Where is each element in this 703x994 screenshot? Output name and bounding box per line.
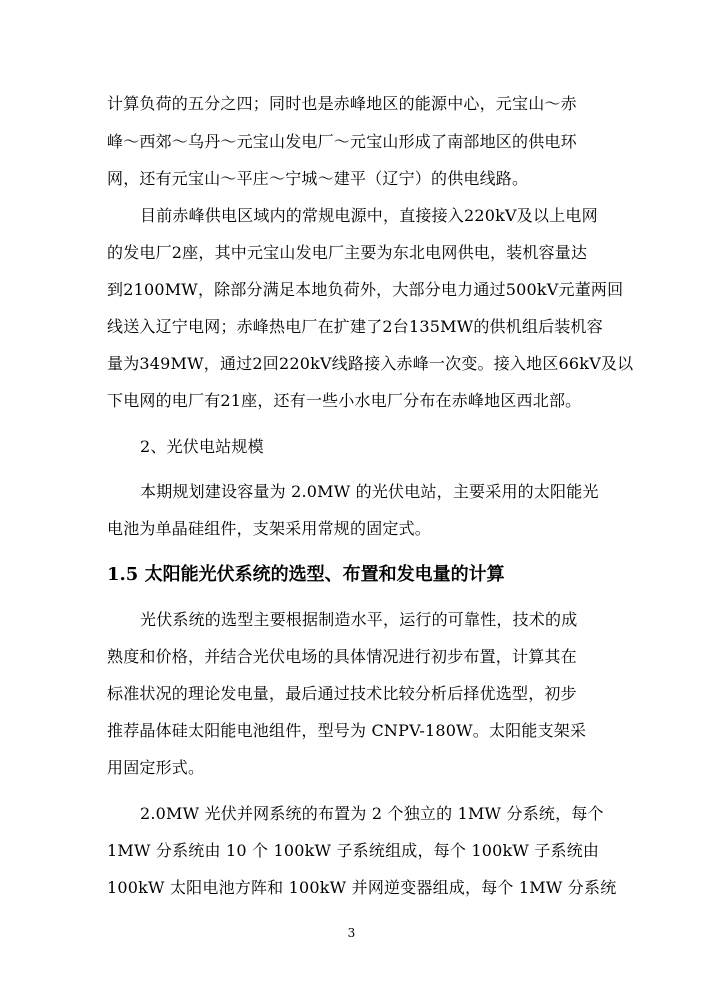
paragraph-2-line-1: 目前赤峰供电区域内的常规电源中，直接接入220kV及以上电网	[140, 206, 598, 225]
page-number: 3	[347, 926, 356, 940]
paragraph-1-line-2: 峰～西郊～乌丹～元宝山发电厂～元宝山形成了南部地区的供电环	[107, 132, 577, 151]
paragraph-3-line-1: 本期规划建设容量为 2.0MW 的光伏电站，主要采用的太阳能光	[140, 482, 599, 501]
paragraph-4-line-5: 用固定形式。	[107, 758, 205, 777]
paragraph-5-line-2: 1MW 分系统由 10 个 100kW 子系统组成，每个 100kW 子系统由	[107, 841, 600, 860]
subheading: 2、光伏电站规模	[140, 437, 264, 456]
paragraph-2-line-5: 量为349MW，通过2回220kV线路接入赤峰一次变。接入地区66kV及以	[107, 354, 634, 373]
paragraph-4-line-4: 推荐晶体硅太阳能电池组件，型号为 CNPV-180W。太阳能支架采	[107, 721, 587, 740]
paragraph-4-line-2: 熟度和价格，并结合光伏电场的具体情况进行初步布置，计算其在	[107, 647, 577, 666]
paragraph-1-line-1: 计算负荷的五分之四；同时也是赤峰地区的能源中心，元宝山～赤	[107, 94, 577, 113]
paragraph-2-line-4: 线送入辽宁电网；赤峰热电厂在扩建了2台135MW的供机组后装机容	[107, 317, 603, 336]
paragraph-2-line-6: 下电网的电厂有21座，还有一些小水电厂分布在赤峰地区西北部。	[107, 391, 582, 410]
paragraph-5-line-3: 100kW 太阳电池方阵和 100kW 并网逆变器组成，每个 1MW 分系统	[107, 878, 617, 897]
paragraph-5-line-1: 2.0MW 光伏并网系统的布置为 2 个独立的 1MW 分系统，每个	[140, 804, 604, 823]
paragraph-1-line-3: 网，还有元宝山～平庄～宁城～建平（辽宁）的供电线路。	[107, 169, 529, 188]
paragraph-3-line-2: 电池为单晶硅组件，支架采用常规的固定式。	[107, 519, 432, 538]
section-heading: 1.5 太阳能光伏系统的选型、布置和发电量的计算	[107, 564, 505, 585]
paragraph-2-line-2: 的发电厂2座，其中元宝山发电厂主要为东北电网供电，装机容量达	[107, 243, 588, 262]
paragraph-4-line-3: 标准状况的理论发电量，最后通过技术比较分析后择优选型，初步	[107, 684, 577, 703]
paragraph-4-line-1: 光伏系统的选型主要根据制造水平，运行的可靠性，技术的成	[140, 610, 578, 629]
paragraph-2-line-3: 到2100MW，除部分满足本地负荷外，大部分电力通过500kV元董两回	[107, 280, 624, 299]
